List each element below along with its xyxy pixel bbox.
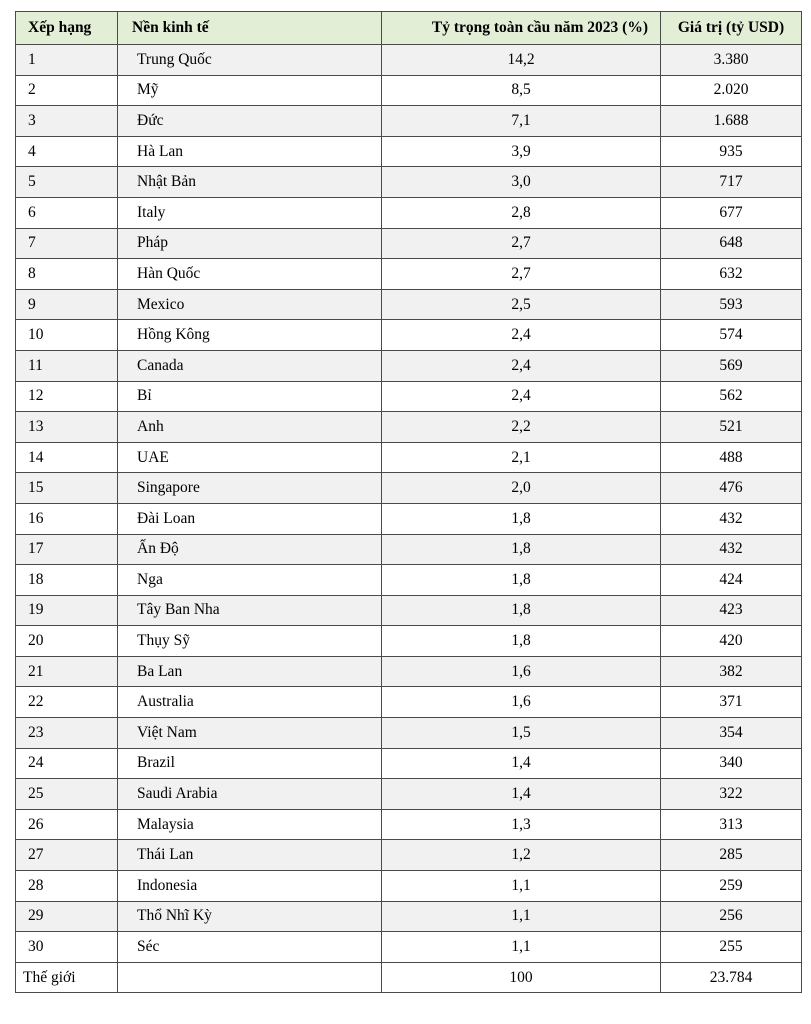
rank-cell: 27 [16, 840, 118, 871]
footer-rank-cell: Thế giới [16, 962, 118, 993]
value-cell: 432 [661, 503, 802, 534]
economy-cell: Đài Loan [118, 503, 382, 534]
rank-cell: 9 [16, 289, 118, 320]
rank-cell: 17 [16, 534, 118, 565]
rank-cell: 1 [16, 45, 118, 76]
rank-cell: 25 [16, 779, 118, 810]
value-cell: 1.688 [661, 106, 802, 137]
table-row [16, 75, 802, 106]
table-row [16, 565, 802, 596]
economy-cell: Thái Lan [118, 840, 382, 871]
share-cell: 1,5 [382, 718, 661, 749]
rank-cell: 12 [16, 381, 118, 412]
share-cell: 1,6 [382, 656, 661, 687]
table-row [16, 718, 802, 749]
rank-cell: 23 [16, 718, 118, 749]
value-cell: 677 [661, 197, 802, 228]
table-row [16, 687, 802, 718]
rank-cell: 14 [16, 442, 118, 473]
share-cell: 1,3 [382, 809, 661, 840]
rank-cell: 19 [16, 595, 118, 626]
table-row [16, 932, 802, 963]
share-cell: 1,1 [382, 932, 661, 963]
value-cell: 382 [661, 656, 802, 687]
table-row [16, 626, 802, 657]
rank-cell: 15 [16, 473, 118, 504]
rank-cell: 11 [16, 350, 118, 381]
column-header-value: Giá trị (tỷ USD) [661, 12, 802, 45]
economy-cell: Bỉ [118, 381, 382, 412]
table-row [16, 106, 802, 137]
footer-economy-cell [118, 962, 382, 993]
share-cell: 1,8 [382, 565, 661, 596]
economy-cell: Hà Lan [118, 136, 382, 167]
rank-cell: 4 [16, 136, 118, 167]
table-row [16, 534, 802, 565]
share-cell: 1,8 [382, 626, 661, 657]
table-row [16, 503, 802, 534]
share-cell: 14,2 [382, 45, 661, 76]
value-cell: 3.380 [661, 45, 802, 76]
rank-cell: 7 [16, 228, 118, 259]
economy-ranking-table [15, 11, 802, 993]
rank-cell: 6 [16, 197, 118, 228]
economy-cell: Saudi Arabia [118, 779, 382, 810]
rank-cell: 5 [16, 167, 118, 198]
rank-cell: 16 [16, 503, 118, 534]
share-cell: 2,1 [382, 442, 661, 473]
rank-cell: 21 [16, 656, 118, 687]
value-cell: 562 [661, 381, 802, 412]
footer-value-cell: 23.784 [661, 962, 802, 993]
share-cell: 8,5 [382, 75, 661, 106]
economy-cell: Brazil [118, 748, 382, 779]
value-cell: 432 [661, 534, 802, 565]
value-cell: 935 [661, 136, 802, 167]
share-cell: 2,0 [382, 473, 661, 504]
economy-cell: Mexico [118, 289, 382, 320]
economy-cell: Trung Quốc [118, 45, 382, 76]
value-cell: 593 [661, 289, 802, 320]
table-row [16, 442, 802, 473]
value-cell: 424 [661, 565, 802, 596]
value-cell: 420 [661, 626, 802, 657]
table-row [16, 748, 802, 779]
table-row [16, 840, 802, 871]
table-row [16, 656, 802, 687]
economy-cell: Mỹ [118, 75, 382, 106]
table-row [16, 595, 802, 626]
table-header-row [16, 12, 802, 45]
table-row [16, 412, 802, 443]
economy-cell: Hồng Kông [118, 320, 382, 351]
share-cell: 2,5 [382, 289, 661, 320]
rank-cell: 2 [16, 75, 118, 106]
economy-cell: UAE [118, 442, 382, 473]
economy-cell: Tây Ban Nha [118, 595, 382, 626]
value-cell: 313 [661, 809, 802, 840]
rank-cell: 18 [16, 565, 118, 596]
value-cell: 371 [661, 687, 802, 718]
table-row [16, 320, 802, 351]
table-footer-row-world [16, 962, 802, 993]
value-cell: 322 [661, 779, 802, 810]
economy-cell: Anh [118, 412, 382, 443]
column-header-rank: Xếp hạng [16, 12, 118, 45]
share-cell: 1,6 [382, 687, 661, 718]
value-cell: 259 [661, 871, 802, 902]
value-cell: 574 [661, 320, 802, 351]
economy-cell: Nga [118, 565, 382, 596]
share-cell: 2,2 [382, 412, 661, 443]
economy-cell: Séc [118, 932, 382, 963]
value-cell: 569 [661, 350, 802, 381]
rank-cell: 26 [16, 809, 118, 840]
value-cell: 255 [661, 932, 802, 963]
value-cell: 488 [661, 442, 802, 473]
economy-cell: Indonesia [118, 871, 382, 902]
share-cell: 2,4 [382, 350, 661, 381]
value-cell: 256 [661, 901, 802, 932]
rank-cell: 24 [16, 748, 118, 779]
ranking-table-container [15, 11, 801, 993]
share-cell: 1,8 [382, 534, 661, 565]
table-row [16, 167, 802, 198]
value-cell: 476 [661, 473, 802, 504]
table-row [16, 197, 802, 228]
value-cell: 521 [661, 412, 802, 443]
value-cell: 285 [661, 840, 802, 871]
table-row [16, 45, 802, 76]
share-cell: 1,1 [382, 871, 661, 902]
share-cell: 1,4 [382, 748, 661, 779]
economy-cell: Thụy Sỹ [118, 626, 382, 657]
table-row [16, 228, 802, 259]
economy-cell: Ấn Độ [118, 534, 382, 565]
share-cell: 3,9 [382, 136, 661, 167]
value-cell: 354 [661, 718, 802, 749]
economy-cell: Ba Lan [118, 656, 382, 687]
share-cell: 1,8 [382, 503, 661, 534]
rank-cell: 30 [16, 932, 118, 963]
share-cell: 1,4 [382, 779, 661, 810]
economy-cell: Singapore [118, 473, 382, 504]
economy-cell: Italy [118, 197, 382, 228]
footer-share-cell: 100 [382, 962, 661, 993]
rank-cell: 3 [16, 106, 118, 137]
table-row [16, 289, 802, 320]
rank-cell: 20 [16, 626, 118, 657]
table-body [16, 45, 802, 963]
rank-cell: 22 [16, 687, 118, 718]
table-row [16, 136, 802, 167]
share-cell: 1,8 [382, 595, 661, 626]
table-row [16, 901, 802, 932]
rank-cell: 8 [16, 259, 118, 290]
economy-cell: Malaysia [118, 809, 382, 840]
share-cell: 2,4 [382, 320, 661, 351]
economy-cell: Canada [118, 350, 382, 381]
table-row [16, 871, 802, 902]
economy-cell: Nhật Bản [118, 167, 382, 198]
table-row [16, 473, 802, 504]
table-row [16, 381, 802, 412]
share-cell: 3,0 [382, 167, 661, 198]
value-cell: 632 [661, 259, 802, 290]
rank-cell: 10 [16, 320, 118, 351]
value-cell: 423 [661, 595, 802, 626]
share-cell: 2,7 [382, 259, 661, 290]
table-row [16, 350, 802, 381]
column-header-share: Tỷ trọng toàn cầu năm 2023 (%) [382, 12, 661, 45]
share-cell: 2,4 [382, 381, 661, 412]
economy-cell: Đức [118, 106, 382, 137]
column-header-economy: Nền kinh tế [118, 12, 382, 45]
table-row [16, 809, 802, 840]
economy-cell: Australia [118, 687, 382, 718]
economy-cell: Thổ Nhĩ Kỳ [118, 901, 382, 932]
value-cell: 648 [661, 228, 802, 259]
share-cell: 1,2 [382, 840, 661, 871]
share-cell: 1,1 [382, 901, 661, 932]
rank-cell: 29 [16, 901, 118, 932]
rank-cell: 13 [16, 412, 118, 443]
economy-cell: Pháp [118, 228, 382, 259]
rank-cell: 28 [16, 871, 118, 902]
table-row [16, 259, 802, 290]
table-row [16, 779, 802, 810]
value-cell: 2.020 [661, 75, 802, 106]
value-cell: 340 [661, 748, 802, 779]
economy-cell: Việt Nam [118, 718, 382, 749]
share-cell: 2,8 [382, 197, 661, 228]
share-cell: 7,1 [382, 106, 661, 137]
share-cell: 2,7 [382, 228, 661, 259]
economy-cell: Hàn Quốc [118, 259, 382, 290]
value-cell: 717 [661, 167, 802, 198]
